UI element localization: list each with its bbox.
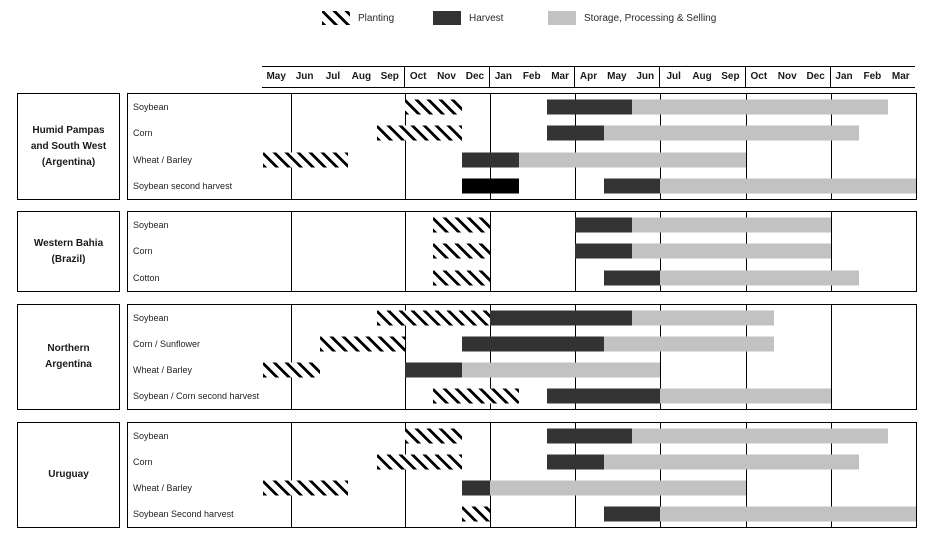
bar-storage bbox=[604, 126, 860, 141]
crop-label: Corn bbox=[133, 246, 153, 257]
crop-row bbox=[128, 94, 916, 120]
month-label: Mar bbox=[551, 71, 569, 82]
legend-label: Storage, Processing & Selling bbox=[584, 12, 717, 24]
crop-row bbox=[128, 383, 916, 409]
bar-harvest bbox=[575, 218, 632, 233]
bar-harvest bbox=[462, 337, 604, 352]
bar-harvest bbox=[462, 481, 490, 496]
row-timeline bbox=[263, 305, 916, 331]
crop-row bbox=[128, 475, 916, 501]
bar-storage bbox=[604, 337, 774, 352]
crop-label: Corn bbox=[133, 128, 153, 139]
month-label: Feb bbox=[863, 71, 882, 82]
month-label: Aug bbox=[692, 71, 712, 82]
row-timeline bbox=[263, 94, 916, 120]
bar-harvest bbox=[547, 429, 632, 444]
crop-row bbox=[128, 357, 916, 383]
region-rows-box bbox=[127, 93, 917, 200]
header-divider-line bbox=[404, 67, 405, 87]
legend-label: Planting bbox=[358, 12, 395, 24]
crop-label: Wheat / Barley bbox=[133, 154, 193, 165]
crop-label: Wheat / Barley bbox=[133, 483, 193, 493]
bar-storage bbox=[490, 481, 746, 496]
bar-harvest bbox=[604, 178, 661, 193]
month-label: May bbox=[607, 71, 627, 82]
crop-row bbox=[128, 331, 916, 357]
month-label: Dec bbox=[806, 71, 825, 82]
crop-label: Corn / Sunflower bbox=[133, 339, 201, 349]
month-label: Feb bbox=[522, 71, 541, 82]
legend-label: Harvest bbox=[469, 12, 504, 24]
region-name: and South West bbox=[30, 140, 107, 152]
bar-harvest bbox=[547, 389, 661, 404]
region-name: (Argentina) bbox=[41, 156, 96, 168]
region-rows-box bbox=[127, 304, 917, 410]
crop-row bbox=[128, 265, 916, 291]
month-label: Nov bbox=[437, 71, 456, 82]
row-timeline bbox=[263, 331, 916, 357]
planting-hatch-swatch-icon bbox=[322, 11, 350, 25]
bar-planting bbox=[377, 126, 462, 141]
crop-row bbox=[128, 120, 916, 146]
crop-label: Soybean bbox=[133, 102, 169, 113]
bar-planting bbox=[320, 337, 405, 352]
region-rows-box bbox=[127, 211, 917, 292]
bar-storage bbox=[632, 244, 831, 259]
bar-planting bbox=[263, 363, 320, 378]
month-label: Jul bbox=[666, 71, 681, 82]
crop-label: Soybean / Corn second harvest bbox=[133, 391, 260, 401]
region-name-box bbox=[17, 211, 120, 292]
bar-planting bbox=[405, 429, 462, 444]
bar-storage bbox=[632, 218, 831, 233]
month-label: Jun bbox=[295, 71, 314, 82]
bar-storage bbox=[660, 178, 916, 193]
bar-planting bbox=[377, 455, 462, 470]
region-name-box bbox=[17, 93, 120, 200]
region-name-box bbox=[17, 422, 120, 528]
month-label: Jul bbox=[325, 71, 341, 82]
crop-label: Soybean bbox=[133, 431, 169, 441]
crop-label: Cotton bbox=[133, 272, 160, 283]
month-label: Jan bbox=[494, 71, 512, 82]
bar-harvest bbox=[405, 363, 462, 378]
bar-planting bbox=[462, 507, 490, 522]
bar-harvest bbox=[604, 270, 661, 285]
bar-storage bbox=[660, 389, 830, 404]
bar-storage bbox=[462, 363, 661, 378]
bar-storage bbox=[660, 507, 916, 522]
bar-harvest bbox=[547, 126, 604, 141]
crop-row bbox=[128, 173, 916, 199]
bar-storage bbox=[604, 455, 860, 470]
crop-row bbox=[128, 305, 916, 331]
month-header bbox=[262, 66, 915, 88]
bar-harvest bbox=[490, 311, 632, 326]
month-label: Mar bbox=[891, 71, 910, 82]
region-rows-box bbox=[127, 422, 917, 528]
header-divider-line bbox=[489, 67, 490, 87]
header-divider-line bbox=[830, 67, 831, 87]
row-timeline bbox=[263, 357, 916, 383]
bar-harvest bbox=[547, 455, 604, 470]
harvest-swatch-icon bbox=[433, 11, 461, 25]
bar-storage bbox=[632, 429, 888, 444]
month-label: Oct bbox=[409, 71, 427, 82]
row-timeline bbox=[263, 475, 916, 501]
bar-storage bbox=[632, 311, 774, 326]
region-name: Northern bbox=[47, 343, 90, 354]
month-label: May bbox=[266, 71, 286, 82]
bar-planting bbox=[263, 481, 348, 496]
month-label: Nov bbox=[777, 71, 797, 82]
crop-label: Soybean bbox=[133, 313, 169, 323]
bar-harvest bbox=[575, 244, 632, 259]
month-label: Sep bbox=[380, 71, 399, 82]
crop-label: Soybean bbox=[133, 220, 169, 231]
bar-planting bbox=[433, 218, 490, 233]
legend-item-storage bbox=[548, 10, 716, 26]
crop-label: Soybean second harvest bbox=[133, 180, 233, 191]
crop-label: Soybean Second harvest bbox=[133, 509, 234, 519]
month-label: Jun bbox=[636, 71, 655, 82]
region-name: Humid Pampas bbox=[32, 124, 105, 136]
bar-planting bbox=[405, 100, 462, 115]
crop-row bbox=[128, 423, 916, 449]
month-label: Aug bbox=[351, 71, 372, 82]
bar-planting bbox=[433, 244, 490, 259]
bar-planting bbox=[263, 152, 348, 167]
row-timeline bbox=[263, 501, 916, 527]
crop-row bbox=[128, 212, 916, 238]
region-name: Argentina bbox=[45, 359, 92, 370]
crop-row bbox=[128, 147, 916, 173]
header-divider-line bbox=[574, 67, 575, 87]
month-labels-row bbox=[262, 67, 915, 87]
month-label: Dec bbox=[465, 71, 485, 82]
bar-planting bbox=[433, 389, 518, 404]
bar-planting bbox=[377, 311, 491, 326]
header-divider-line bbox=[745, 67, 746, 87]
crop-label: Corn bbox=[133, 457, 153, 467]
row-timeline bbox=[263, 147, 916, 173]
region-name-box bbox=[17, 304, 120, 410]
crop-row bbox=[128, 238, 916, 264]
row-timeline bbox=[263, 120, 916, 146]
row-timeline bbox=[263, 423, 916, 449]
row-timeline bbox=[263, 173, 916, 199]
region-name: Uruguay bbox=[48, 469, 89, 480]
bar-storage bbox=[632, 100, 888, 115]
region-name: (Brazil) bbox=[51, 253, 86, 265]
header-divider-line bbox=[659, 67, 660, 87]
bar-storage bbox=[519, 152, 746, 167]
crop-row bbox=[128, 449, 916, 475]
crop-row bbox=[128, 501, 916, 527]
bar-black bbox=[462, 178, 519, 193]
legend-item-planting bbox=[322, 10, 394, 26]
month-label: Apr bbox=[579, 71, 598, 82]
region-name: Western Bahia bbox=[33, 237, 104, 249]
row-timeline bbox=[263, 212, 916, 238]
bar-harvest bbox=[604, 507, 661, 522]
row-timeline bbox=[263, 383, 916, 409]
bar-harvest bbox=[462, 152, 519, 167]
bar-harvest bbox=[547, 100, 632, 115]
bar-storage bbox=[660, 270, 859, 285]
month-label: Jan bbox=[835, 71, 853, 82]
row-timeline bbox=[263, 238, 916, 264]
month-label: Oct bbox=[750, 71, 768, 82]
storage-swatch-icon bbox=[548, 11, 576, 25]
crop-label: Wheat / Barley bbox=[133, 365, 193, 375]
row-timeline bbox=[263, 449, 916, 475]
month-label: Sep bbox=[721, 71, 740, 82]
legend-item-harvest bbox=[433, 10, 503, 26]
row-timeline bbox=[263, 265, 916, 291]
bar-planting bbox=[433, 270, 490, 285]
